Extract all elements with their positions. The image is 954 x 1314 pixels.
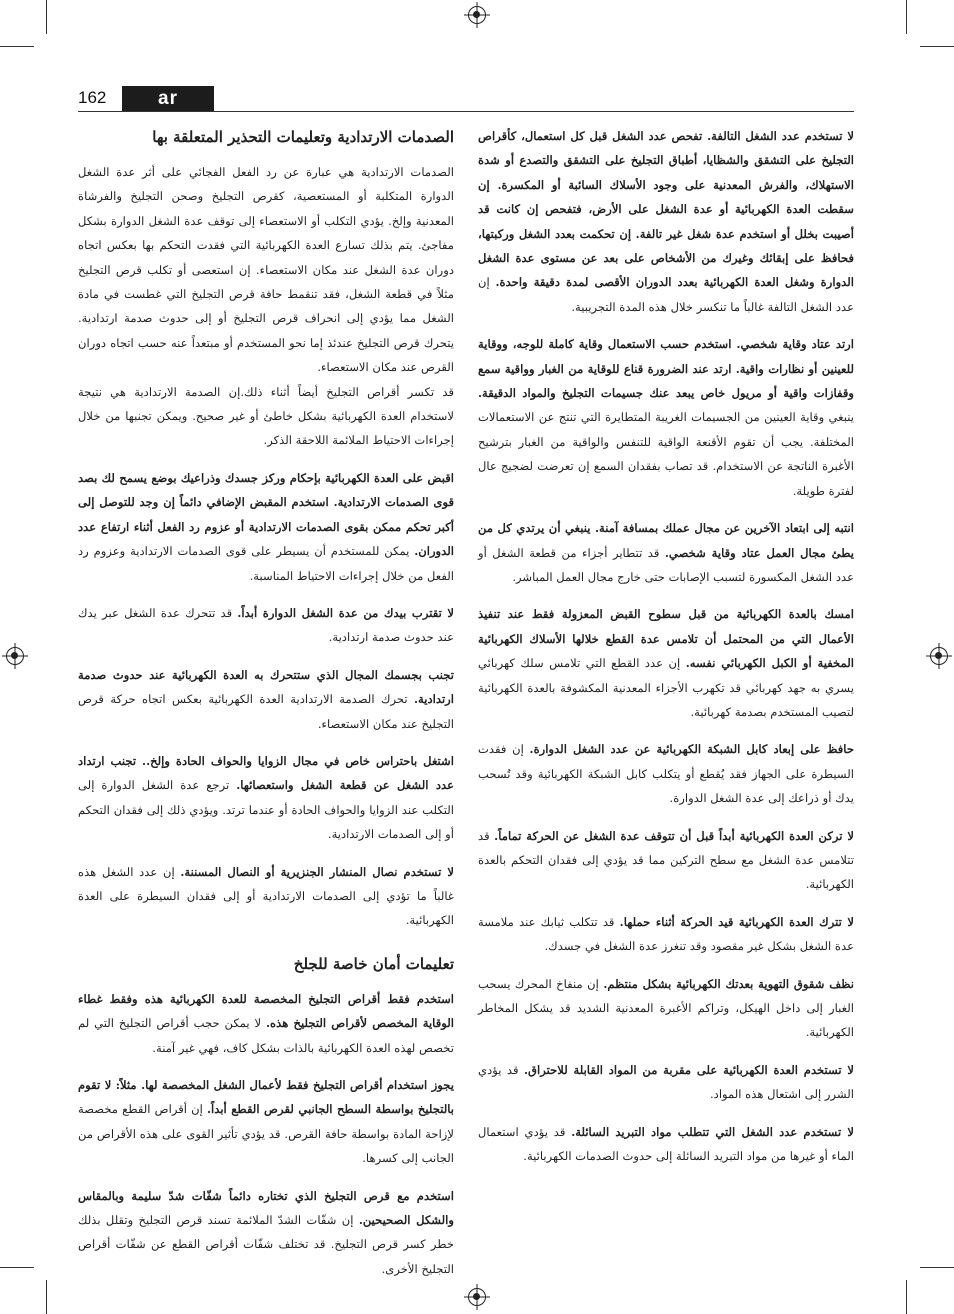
safety-paragraph: تجنب بجسمك المجال الذي ستتحرك به العدة الكهربائية عند حدوث صدمة ارتدادية. تحرك الصدمة الارتدادية العدة الكهربائية بعكس اتجاه حركة قرص التجليخ عند مكان الاستعصاء.	[78, 667, 454, 731]
right-column	[478, 124, 854, 1181]
registration-mark-icon	[930, 647, 948, 665]
safety-paragraph: استخدم فقط أقراص التجليخ المخصصة للعدة الكهربائية هذه وفقط غطاء الوقاية المخصص لأقراص التجليخ هذه. لا يمكن حجب أقراص التجليخ التي لم تخصص لهذه العدة الكهربائية بالذات بشكل كاف، فهي غير آمنة.	[78, 991, 454, 1055]
safety-paragraph: انتبه إلى ابتعاد الآخرين عن مجال عملك بمسافة آمنة. ينبغي أن يرتدي كل من يطئ مجال العمل عتاد وقاية شخصي. قد تتطاير أجزاء من قطعة الشغل أو عدد الشغل المكسورة لتسبب الإصابات حتى خارج مجال العمل المباشر.	[478, 521, 854, 584]
intro-paragraph: الصدمات الارتدادية هي عبارة عن رد الفعل الفجائي على أثر عدة الشغل الدوارة المتكلبة أو المستعصية، كقرص التجليخ وصحن التجليخ والفرشاة المعدنية وإلخ. يؤدي التكلب أو الاستعصاء إلى توقف عدة الشغل الدوارة بشكل مفاجئ. يتم بذلك تسارع العدة الكهربائية التي فقدت التحكم بها بعكس اتجاه دوران عدة الشغل عند مكان الاستعصاء. إن استعصى أو تكلب قرص التجليخ مثلاً في قطعة الشغل، فقد تنقمط حافة قرص التجليخ التي غطست في مادة الشغل مما يؤدي إلى انحراف قرص التجليخ أو إلى حدوث صدمة ارتدادية. يتحرك قرص التجليخ عندئذ إما نحو المستخدم أو مبتعداً عنه حسب اتجاه دوران القرص عند مكان الاستعصاء.	[78, 165, 454, 375]
safety-paragraph: لا تستخدم عدد الشغل التالفة. تفحص عدد الشغل قبل كل استعمال، كأقراص التجليخ على التشقق والشظايا، أطباق التجليخ على التشقق والتصدع أو شدة الاستهلاك، والفرش المعدنية على وجود الأسلاك السائبة أو المكسرة. إن سقطت العدة الكهربائية أو عدة الشغل على الأرض، فتفحص إن كانت قد أصيبت بخلل أو استخدم عدة شغل غير تالفة. إن تحكمت بعدد الشغل وركبتها، فحافظ على إبقائك وغيرك من الأشخاص على بعد عن مستوى عدة الشغل الدوارة وشغل العدة الكهربائية بعدد الدوران الأقصى لمدة دقيقة واحدة. إن عدد الشغل التالفة غالباً ما تنكسر خلال هذه المدة التجريبية.	[478, 129, 855, 314]
safety-paragraph: نظف شقوق التهوية بعدتك الكهربائية بشكل منتظم. إن منفاخ المحرك يسحب الغبار إلى داخل الهيكل، وتراكم الأغبرة المعدنية الشديد قد يشكل المخاطر الكهربائية.	[478, 976, 854, 1040]
section-heading-kickback: الصدمات الارتدادية وتعليمات التحذير المتعلقة بها	[152, 128, 454, 146]
crop-mark	[0, 46, 34, 47]
left-column	[78, 124, 454, 1294]
registration-mark-icon	[468, 6, 486, 24]
safety-paragraph: لا تستخدم عدد الشغل التي تتطلب مواد التبريد السائلة. قد يؤدي استعمال الماء أو غيرها من مواد التبريد السائلة إلى حدوث الصدمات الكهربائية.	[478, 1124, 855, 1164]
safety-paragraph: لا تستخدم العدة الكهربائية على مقربة من المواد القابلة للاحتراق. قد يؤدي الشرر إلى اشتعال هذه المواد.	[478, 1062, 854, 1102]
section-heading-grinding: تعليمات أمان خاصة للجلخ	[293, 954, 454, 973]
crop-mark	[906, 0, 907, 34]
crop-mark	[46, 0, 47, 34]
safety-paragraph: يجوز استخدام أقراص التجليخ فقط لأعمال الشغل المخصصة لها. مثلاً: لا تقوم بالتجليخ بواسطة السطح الجانبي لقرص القطع أبداً. إن أقراص القطع مخصصة لإزاحة المادة بواسطة حافة القرص. قد يؤدي تأثير القوى على هذه الأقراص من الجانب إلى كسرها.	[78, 1078, 454, 1166]
crop-mark	[0, 1267, 34, 1268]
language-tab: ar	[122, 86, 214, 112]
safety-paragraph: لا تركن العدة الكهربائية أبداً قبل أن تتوقف عدة الشغل عن الحركة تماماً. قد تتلامس عدة الشغل مع سطح التركين مما قد يؤدي إلى فقدان التحكم بالعدة الكهربائية.	[478, 828, 854, 892]
safety-paragraph: لا تترك العدة الكهربائية قيد الحركة أثناء حملها. قد تتكلب ثيابك عند ملامسة عدة الشغل بشكل غير مقصود وقد تنغرز عدة الشغل في جسدك.	[478, 914, 854, 954]
safety-paragraph: استخدم مع قرص التجليخ الذي تختاره دائماً شفّات شدّ سليمة وبالمقاس والشكل الصحيحين. إن شفّات الشدّ الملائمة تسند قرص التجليخ وتقلل بذلك خطر كسر قرص التجليخ. قد تختلف شفّات أقراص القطع عن شفّات أقراص التجليخ الأخرى.	[78, 1188, 454, 1276]
crop-mark	[906, 1280, 907, 1314]
registration-mark-icon	[468, 1288, 486, 1306]
safety-paragraph: اشتغل باحتراس خاص في مجال الزوايا والحواف الحادة وإلخ.. تجنب ارتداد عدد الشغل عن قطعة الشغل واستعصائها. ترجع عدة الشغل الدوارة إلى التكلب عند الزوايا والحواف الحادة أو عندما ترتد. ويؤدي ذلك إلى فقدان التحكم أو إلى الصدمات الارتدادية.	[78, 753, 454, 842]
intro-paragraph: قد تكسر أقراص التجليخ أيضاً أثناء ذلك.إن الصدمة الارتدادية هي نتيجة لاستخدام العدة الكهربائية بشكل خاطئ أو غير صحيح. ويمكن تجنبها من خلال إجراءات الاحتياط الملائمة اللاحقة الذكر.	[78, 384, 454, 448]
page-number: 162	[78, 88, 107, 107]
crop-mark	[920, 46, 954, 47]
safety-paragraph: حافظ على إبعاد كابل الشبكة الكهربائية عن عدد الشغل الدوارة. إن فقدت السيطرة على الجهاز فقد يُقطع أو يتكلب كابل الشبكة الكهربائية وقد تُسحب يدك أو ذراعك إلى عدة الشغل الدوارة.	[478, 742, 854, 806]
safety-paragraph: لا تستخدم نصال المنشار الجنزيرية أو النصال المسننة. إن عدد الشغل هذه غالباً ما تؤدي إلى الصدمات الارتدادية أو إلى فقدان السيطرة على العدة الكهربائية.	[78, 864, 454, 928]
header-rule	[78, 111, 854, 112]
safety-paragraph: اقبض على العدة الكهربائية بإحكام وركز جسدك وذراعيك بوضع يسمح لك بصد قوى الصدمات الارتدادية. استخدم المقبض الإضافي دائماً إن وجد للتوصل إلى أكبر تحكم ممكن بقوى الصدمات الارتدادية أو عزوم رد الفعل أثناء ارتفاع عدد الدوران. يمكن للمستخدم أن يسيطر على قوى الصدمات الارتدادية وعزوم رد الفعل من خلال إجراءات الاحتياط المناسبة.	[78, 470, 454, 583]
page-header	[78, 86, 854, 112]
safety-paragraph: ارتد عتاد وقاية شخصي. استخدم حسب الاستعمال وقاية كاملة للوجه، ووقاية للعينين أو نظارات واقية. ارتد عند الضرورة قناع للوقاية من الغبار وواقية سمع وقفازات واقية أو مريول خاص يبعد عنك جسيمات التجليخ والمواد الدقيقة. ينبغي وقاية العينين من الجسيمات الغريبة المتطايرة التي تنتج عن الاستعمالات المختلفة. يجب أن تقوم الأقنعة الواقية للتنفس والواقية من الغبار بترشيح الأغبرة الناتجة عن الاستخدام. قد تصاب بفقدان السمع إن تعرضت لضجيج عال لفترة طويلة.	[478, 337, 854, 498]
safety-paragraph: امسك بالعدة الكهربائية من قبل سطوح القبض المعزولة فقط عند تنفيذ الأعمال التي من المحتمل أن تلامس عدة القطع خلالها الأسلاك الكهربائية المخفية أو الكبل الكهربائي نفسه. إن عدد القطع التي تلامس سلك كهربائي يسري به جهد كهربائي قد تكهرب الأجزاء المعدنية المكشوفة بالعدة الكهربائية لتصيب المستخدم بصدمة كهربائية.	[478, 607, 854, 719]
crop-mark	[46, 1280, 47, 1314]
crop-mark	[920, 1267, 954, 1268]
registration-mark-icon	[6, 647, 24, 665]
safety-paragraph: لا تقترب بيدك من عدة الشغل الدوارة أبداً. قد تتحرك عدة الشغل عبر يدك عند حدوث صدمة ارتدادية.	[78, 605, 454, 645]
